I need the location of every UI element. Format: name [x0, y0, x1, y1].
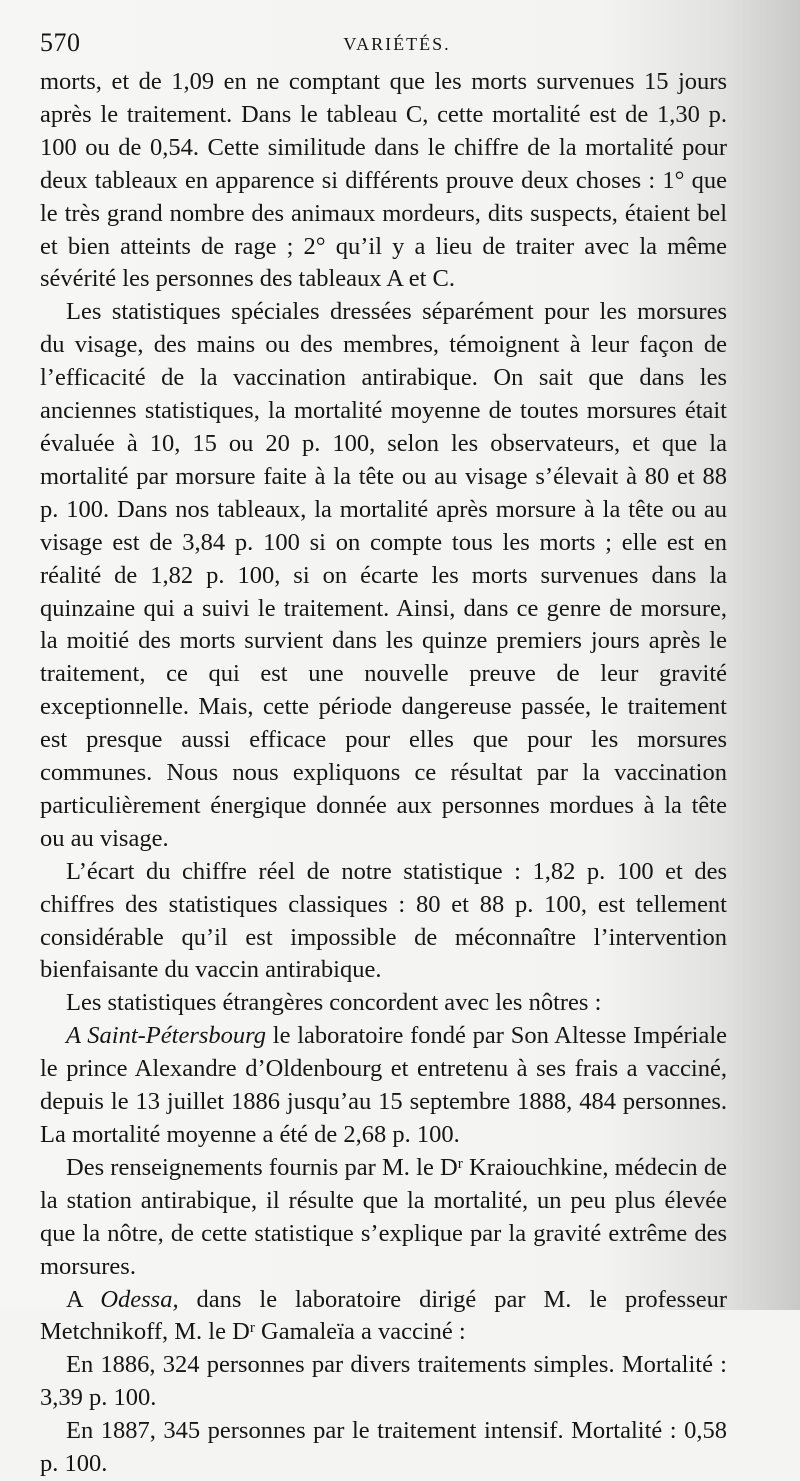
- paragraph-6-text-a: Des renseignements fournis par M. le D: [66, 1153, 458, 1181]
- paragraph-2: Les statistiques spéciales dressées séparément pour les morsures du visage, des mains ou des membres, témoignent à leur façon de l’efficacité de la vaccination antirabique. On sait que dans les anciennes statistiques, la mortalité moyenne de toutes morsures était évaluée à 10, 15 ou 20 p. 100, selon les observateurs, et que la mortalité par morsure faite à la tête ou au visage s’élevait à 80 et 88 p. 100. Dans nos tableaux, la mortalité après morsure à la tête ou au visage est de 3,84 p. 100 si on compte tous les morts ; elle est en réalité de 1,82 p. 100, si on écarte les morts survenues dans la quinzaine qui a suivi le traitement. Ainsi, dans ce genre de morsure, la moitié des morts survient dans les quinze premiers jours après le traitement, ce qui est une nouvelle preuve de leur gravité exceptionnelle. Mais, cette période dangereuse passée, le traitement est presque aussi efficace pour elles que pour les morsures communes. Nous nous expliquons ce résultat par la vaccination particulièrement énergique donnée aux personnes mordues à la tête ou au visage.: [40, 298, 727, 852]
- running-head: VARIÉTÉS.: [343, 34, 451, 54]
- paragraph-5-text: le laboratoire fondé par Son Altesse Impériale le prince Alexandre d’Oldenbourg et entretenu à ses frais a vacciné, depuis le 13 juillet 1886 jusqu’au 15 septembre 1888, 484 personnes. La mortalité moyenne a été de 2,68 p. 100.: [40, 1022, 727, 1148]
- paragraph-7-text-c: Gamaleïa a vacciné :: [254, 1318, 466, 1346]
- body-text: [40, 66, 727, 1481]
- paragraph-3: L’écart du chiffre réel de notre statistique : 1,82 p. 100 et des chiffres des statistiques classiques : 80 et 88 p. 100, est tellement considérable qu’il est impossible de méconnaître l’intervention bienfaisante du vaccin antirabique.: [40, 857, 727, 984]
- paragraph-7-text-b: dans le laboratoire dirigé par M. le professeur Metchnikoff, M. le D: [40, 1285, 728, 1346]
- paragraph-7: [40, 1284, 727, 1350]
- paragraph-6-text-b: Kraiouchkine, médecin de la station antirabique, il résulte que la mortalité, un peu plus élevée que la nôtre, de cette statistique s’explique par la gravité extrême des morsures.: [40, 1153, 727, 1280]
- paragraph-8: En 1886, 324 personnes par divers traitements simples. Mortalité : 3,39 p. 100.: [40, 1351, 727, 1412]
- superscript-r: r: [249, 1319, 255, 1337]
- paragraph-1: morts, et de 1,09 en ne comptant que les morts survenues 15 jours après le traitement. Dans le tableau C, cette mortalité est de 1,30 p. 100 ou de 0,54. Cette similitude dans le chiffre de la mortalité pour deux tableaux en apparence si différents prouve deux choses : 1° que le très grand nombre des animaux mordeurs, dits suspects, étaient bel et bien atteints de rage ; 2° qu’il y a lieu de traiter avec la même sévérité les personnes des tableaux A et C.: [40, 68, 727, 293]
- paragraph-4: Les statistiques étrangères concordent avec les nôtres :: [66, 989, 602, 1017]
- paragraph-5: [40, 1020, 727, 1152]
- paragraph-7-text-a: A: [66, 1285, 101, 1313]
- page-header: [40, 28, 754, 62]
- paragraph-9: En 1887, 345 personnes par le traitement intensif. Mortalité : 0,58 p. 100.: [40, 1417, 727, 1478]
- page-number: 570: [40, 28, 81, 57]
- paragraph-6: [40, 1152, 727, 1284]
- place-name-odessa: Odessa,: [100, 1285, 179, 1313]
- superscript-r: r: [457, 1155, 463, 1173]
- place-name-saint-petersbourg: A Saint-Pétersbourg: [66, 1022, 267, 1050]
